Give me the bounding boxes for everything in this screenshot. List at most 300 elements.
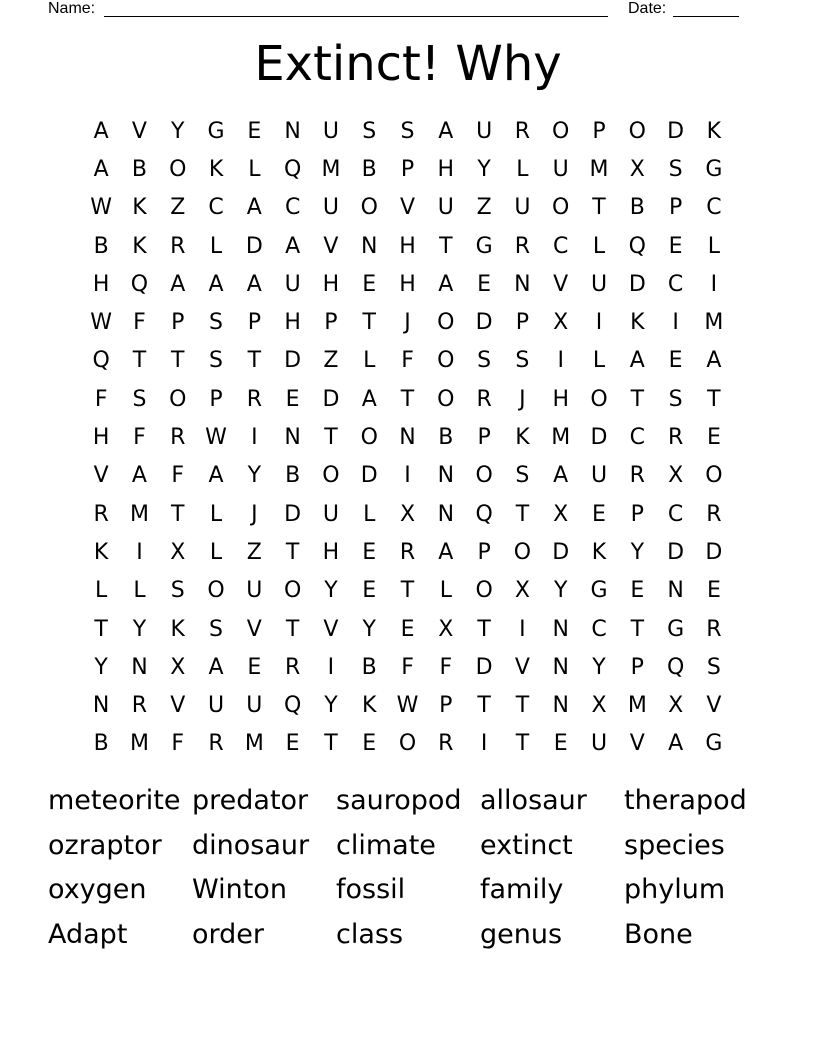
grid-letter[interactable]: D (284, 348, 302, 374)
grid-letter[interactable]: Y (324, 578, 338, 604)
grid-letter[interactable]: A (208, 463, 224, 489)
grid-letter[interactable]: A (553, 463, 569, 489)
grid-letter[interactable]: I (480, 731, 488, 757)
grid-letter[interactable]: V (323, 616, 339, 642)
grid-letter[interactable]: A (131, 463, 147, 489)
grid-letter[interactable]: D (475, 310, 493, 336)
grid-letter[interactable]: E (362, 539, 377, 565)
grid-letter[interactable]: U (590, 731, 608, 757)
grid-letter[interactable]: R (476, 386, 492, 412)
grid-letter[interactable]: U (476, 118, 493, 144)
grid-letter[interactable]: Y (362, 616, 376, 642)
grid-letter[interactable]: X (553, 501, 569, 527)
grid-letter[interactable]: D (475, 654, 493, 680)
grid-letter[interactable]: H (437, 156, 455, 182)
grid-letter[interactable]: C (591, 616, 607, 642)
grid-letter[interactable]: R (706, 616, 722, 642)
grid-letter[interactable]: R (629, 463, 645, 489)
grid-letter[interactable]: D (590, 425, 608, 451)
grid-letter[interactable]: R (514, 118, 531, 144)
grid-letter[interactable]: R (246, 386, 262, 412)
grid-letter[interactable]: E (630, 578, 645, 604)
grid-letter[interactable]: Q (666, 654, 685, 680)
word-bank-row (48, 823, 768, 868)
grid-letter[interactable]: N (92, 693, 110, 719)
grid-letter[interactable]: M (551, 425, 571, 451)
grid-letter[interactable]: S (209, 348, 224, 374)
grid-letter[interactable]: E (668, 348, 683, 374)
grid-letter[interactable]: T (477, 616, 491, 642)
grid-letter[interactable]: Z (246, 539, 262, 565)
grid-letter[interactable]: B (361, 654, 377, 680)
grid-letter[interactable]: C (629, 425, 645, 451)
grid-letter[interactable]: V (323, 233, 339, 259)
grid-letter[interactable]: Q (92, 348, 110, 374)
grid-letter[interactable]: L (592, 233, 606, 259)
grid-letter[interactable]: X (438, 616, 454, 642)
grid-letter[interactable]: U (437, 195, 454, 221)
grid-letter[interactable]: O (437, 386, 455, 412)
grid-letter[interactable]: O (360, 425, 378, 451)
grid-letter[interactable]: E (362, 731, 377, 757)
grid-letter[interactable]: A (93, 118, 109, 144)
grid-letter[interactable]: N (284, 425, 301, 451)
grid-letter[interactable]: A (285, 233, 301, 259)
grid-letter[interactable]: B (93, 731, 109, 757)
grid-letter[interactable]: Y (630, 539, 645, 565)
grid-letter[interactable]: L (209, 539, 223, 565)
grid-letter[interactable]: W (90, 195, 113, 221)
grid-letter[interactable]: P (324, 310, 338, 336)
grid-letter[interactable]: O (628, 118, 646, 144)
grid-letter[interactable]: I (519, 616, 526, 642)
grid-letter[interactable]: L (439, 578, 452, 604)
grid-letter[interactable]: N (131, 654, 148, 680)
grid-letter[interactable]: R (208, 731, 224, 757)
grid-letter[interactable]: O (398, 731, 417, 757)
grid-letter[interactable]: X (591, 693, 607, 719)
grid-letter[interactable]: X (629, 156, 645, 182)
grid-letter[interactable]: A (246, 195, 262, 221)
grid-letter[interactable]: D (705, 539, 723, 565)
grid-letter[interactable]: T (400, 578, 415, 604)
grid-letter[interactable]: S (515, 463, 530, 489)
grid-letter[interactable]: N (552, 693, 569, 719)
grid-letter[interactable]: R (170, 425, 186, 451)
grid-row (82, 112, 733, 150)
grid-letter[interactable]: S (170, 578, 185, 604)
grid-letter[interactable]: A (246, 271, 262, 297)
grid-letter[interactable]: A (361, 386, 377, 412)
grid-letter[interactable]: L (363, 501, 376, 527)
grid-letter[interactable]: A (438, 271, 454, 297)
grid-letter[interactable]: V (170, 693, 186, 719)
grid-letter[interactable]: K (706, 118, 722, 144)
grid-letter[interactable]: O (590, 386, 608, 412)
grid-letter[interactable]: K (93, 539, 109, 565)
grid-letter[interactable]: Y (94, 654, 108, 680)
grid-letter[interactable]: S (400, 118, 415, 144)
grid-letter[interactable]: V (629, 731, 645, 757)
grid-letter[interactable]: A (170, 271, 186, 297)
grid-letter[interactable]: A (438, 118, 454, 144)
grid-letter[interactable]: P (439, 693, 453, 719)
grid-letter[interactable]: X (170, 654, 186, 680)
grid-letter[interactable]: U (590, 463, 608, 489)
grid-letter[interactable]: W (90, 310, 113, 336)
grid-letter[interactable]: U (322, 195, 339, 221)
grid-letter[interactable]: R (706, 501, 722, 527)
grid-letter[interactable]: L (209, 233, 223, 259)
grid-letter[interactable]: Q (130, 271, 149, 297)
grid-letter[interactable]: H (284, 310, 301, 336)
grid-letter[interactable]: Q (283, 693, 302, 719)
grid-letter[interactable]: N (437, 463, 455, 489)
grid-letter[interactable]: K (630, 310, 645, 336)
grid-letter[interactable]: H (92, 271, 110, 297)
grid-letter[interactable]: D (284, 501, 302, 527)
grid-letter[interactable]: H (322, 539, 340, 565)
grid-letter[interactable]: P (515, 310, 530, 336)
grid-letter[interactable]: L (133, 578, 146, 604)
grid-letter[interactable]: H (399, 271, 416, 297)
grid-letter[interactable]: J (519, 386, 526, 412)
grid-letter[interactable]: B (438, 425, 454, 451)
grid-letter[interactable]: N (514, 271, 531, 297)
grid-letter[interactable]: P (247, 310, 261, 336)
grid-letter[interactable]: U (590, 271, 608, 297)
grid-row (82, 150, 733, 188)
grid-letter[interactable]: Y (477, 156, 491, 182)
grid-letter[interactable]: C (667, 501, 684, 527)
grid-letter[interactable]: K (132, 233, 147, 259)
grid-letter[interactable]: I (327, 654, 335, 680)
grid-letter[interactable]: P (668, 195, 683, 221)
grid-letter[interactable]: H (92, 425, 110, 451)
grid-letter[interactable]: L (592, 348, 606, 374)
grid-letter[interactable]: U (246, 693, 263, 719)
grid-letter[interactable]: S (209, 616, 224, 642)
grid-letter[interactable]: V (553, 271, 569, 297)
word-bank-item: phylum (624, 874, 726, 906)
grid-letter[interactable]: U (284, 271, 301, 297)
grid-letter[interactable]: P (592, 118, 606, 144)
grid-letter[interactable]: T (285, 616, 300, 642)
grid-letter[interactable]: A (93, 156, 109, 182)
grid-letter[interactable]: M (627, 693, 647, 719)
grid-letter[interactable]: K (208, 156, 224, 182)
grid-row (82, 342, 733, 380)
grid-letter[interactable]: D (360, 463, 378, 489)
grid-letter[interactable]: L (95, 578, 108, 604)
grid-letter[interactable]: E (553, 731, 568, 757)
grid-letter[interactable]: U (514, 195, 531, 221)
grid-letter[interactable]: F (171, 463, 185, 489)
grid-letter[interactable]: K (515, 425, 530, 451)
grid-letter[interactable]: C (667, 271, 684, 297)
grid-letter[interactable]: I (136, 539, 143, 565)
grid-letter[interactable]: I (557, 348, 564, 374)
grid-letter[interactable]: E (247, 118, 262, 144)
grid-letter[interactable]: G (475, 233, 493, 259)
grid-letter[interactable]: I (595, 310, 603, 336)
grid-letter[interactable]: S (668, 386, 683, 412)
word-bank-item: dinosaur (192, 829, 310, 861)
grid-letter[interactable]: V (399, 195, 416, 221)
grid-letter[interactable]: D (245, 233, 263, 259)
date-field-line[interactable] (673, 16, 739, 17)
grid-letter[interactable]: T (515, 693, 530, 719)
grid-letter[interactable]: A (668, 731, 684, 757)
grid-letter[interactable]: O (437, 310, 455, 336)
grid-letter[interactable]: T (362, 310, 376, 336)
grid-letter[interactable]: Z (170, 195, 186, 221)
grid-letter[interactable]: F (133, 310, 146, 336)
grid-letter[interactable]: A (706, 348, 722, 374)
grid-letter[interactable]: E (477, 271, 492, 297)
grid-letter[interactable]: L (209, 501, 223, 527)
grid-letter[interactable]: C (706, 195, 722, 221)
grid-letter[interactable]: S (477, 348, 492, 374)
grid-letter[interactable]: R (93, 501, 109, 527)
grid-letter[interactable]: B (361, 156, 377, 182)
grid-letter[interactable]: M (321, 156, 341, 182)
grid-letter[interactable]: O (552, 195, 570, 221)
grid-letter[interactable]: O (169, 386, 187, 412)
grid-letter[interactable]: T (94, 616, 108, 642)
grid-letter[interactable]: T (132, 348, 147, 374)
grid-letter[interactable]: D (628, 271, 646, 297)
grid-letter[interactable]: O (169, 156, 187, 182)
grid-letter[interactable]: P (400, 156, 415, 182)
grid-letter[interactable]: E (285, 731, 300, 757)
grid-letter[interactable]: O (705, 463, 723, 489)
grid-letter[interactable]: D (667, 118, 685, 144)
grid-letter[interactable]: O (322, 463, 340, 489)
grid-letter[interactable]: O (207, 578, 225, 604)
grid-letter[interactable]: R (399, 539, 416, 565)
grid-letter[interactable]: K (362, 693, 377, 719)
grid-letter[interactable]: M (129, 501, 149, 527)
grid-letter[interactable]: X (553, 310, 569, 336)
grid-letter[interactable]: M (704, 310, 724, 336)
grid-row (82, 686, 733, 724)
grid-letter[interactable]: P (171, 310, 185, 336)
grid-letter[interactable]: B (93, 233, 109, 259)
grid-letter[interactable]: A (438, 539, 454, 565)
grid-letter[interactable]: R (514, 233, 531, 259)
grid-letter[interactable]: X (399, 501, 416, 527)
grid-letter[interactable]: E (285, 386, 300, 412)
grid-letter[interactable]: N (399, 425, 416, 451)
grid-letter[interactable]: F (401, 348, 414, 374)
grid-letter[interactable]: W (396, 693, 419, 719)
grid-letter[interactable]: G (705, 156, 723, 182)
grid-letter[interactable]: O (475, 463, 493, 489)
grid-letter[interactable]: E (362, 578, 377, 604)
grid-letter[interactable]: Y (324, 693, 338, 719)
grid-letter[interactable]: T (515, 731, 530, 757)
grid-letter[interactable]: E (668, 233, 683, 259)
grid-letter[interactable]: U (207, 693, 225, 719)
grid-letter[interactable]: C (553, 233, 569, 259)
grid-letter[interactable]: Q (475, 501, 493, 527)
grid-letter[interactable]: S (362, 118, 377, 144)
grid-letter[interactable]: E (706, 578, 721, 604)
grid-letter[interactable]: F (94, 386, 108, 412)
grid-letter[interactable]: Q (628, 233, 646, 259)
grid-letter[interactable]: L (707, 233, 721, 259)
grid-letter[interactable]: P (477, 539, 491, 565)
grid-letter[interactable]: G (590, 578, 608, 604)
grid-letter[interactable]: S (132, 386, 147, 412)
grid-letter[interactable]: G (705, 731, 723, 757)
grid-letter[interactable]: I (710, 271, 718, 297)
grid-letter[interactable]: S (706, 654, 721, 680)
word-bank-item: meteorite (48, 784, 181, 816)
grid-letter[interactable]: X (514, 578, 530, 604)
grid-letter[interactable]: W (205, 425, 227, 451)
grid-letter[interactable]: T (592, 195, 606, 221)
grid-letter[interactable]: E (706, 425, 721, 451)
grid-letter[interactable]: C (284, 195, 301, 221)
grid-letter[interactable]: F (171, 731, 185, 757)
grid-letter[interactable]: K (170, 616, 185, 642)
grid-letter[interactable]: M (244, 731, 264, 757)
grid-letter[interactable]: F (133, 425, 146, 451)
grid-letter[interactable]: O (437, 348, 455, 374)
grid-letter[interactable]: L (363, 348, 376, 374)
grid-letter[interactable]: A (208, 654, 224, 680)
grid-letter[interactable]: J (404, 310, 411, 336)
grid-letter[interactable]: E (247, 654, 262, 680)
grid-letter[interactable]: N (552, 616, 569, 642)
grid-letter[interactable]: L (516, 156, 529, 182)
grid-letter[interactable]: T (171, 348, 185, 374)
grid-letter[interactable]: U (322, 501, 339, 527)
grid-letter[interactable]: P (477, 425, 491, 451)
grid-letter[interactable]: R (284, 654, 301, 680)
grid-letter[interactable]: T (285, 539, 300, 565)
grid-letter[interactable]: F (439, 654, 453, 680)
grid-letter[interactable]: Y (592, 654, 606, 680)
grid-letter[interactable]: X (668, 693, 684, 719)
grid-letter[interactable]: T (324, 731, 338, 757)
grid-letter[interactable]: O (513, 539, 532, 565)
grid-letter[interactable]: Y (247, 463, 262, 489)
grid-letter[interactable]: R (170, 233, 186, 259)
grid-letter[interactable]: T (171, 501, 185, 527)
grid-letter[interactable]: F (401, 654, 414, 680)
grid-letter[interactable]: T (247, 348, 262, 374)
grid-letter[interactable]: B (131, 156, 147, 182)
grid-letter[interactable]: Z (323, 348, 339, 374)
grid-letter[interactable]: T (515, 501, 530, 527)
grid-letter[interactable]: N (437, 501, 455, 527)
grid-letter[interactable]: T (630, 616, 645, 642)
grid-letter[interactable]: O (283, 578, 302, 604)
grid-letter[interactable]: Y (553, 578, 568, 604)
grid-letter[interactable]: M (589, 156, 609, 182)
grid-letter[interactable]: V (706, 693, 722, 719)
grid-letter[interactable]: N (284, 118, 301, 144)
grid-letter[interactable]: T (477, 693, 491, 719)
grid-letter[interactable]: X (170, 539, 186, 565)
grid-letter[interactable]: T (324, 425, 338, 451)
grid-letter[interactable]: S (209, 310, 224, 336)
grid-letter[interactable]: R (131, 693, 148, 719)
grid-letter[interactable]: X (668, 463, 684, 489)
grid-letter[interactable]: G (667, 616, 685, 642)
grid-letter[interactable]: T (400, 386, 415, 412)
grid-letter[interactable]: V (131, 118, 147, 144)
grid-letter[interactable]: S (668, 156, 683, 182)
grid-letter[interactable]: Y (171, 118, 185, 144)
grid-letter[interactable]: O (552, 118, 570, 144)
grid-letter[interactable]: V (514, 654, 530, 680)
grid-letter[interactable]: O (360, 195, 378, 221)
grid-letter[interactable]: E (362, 271, 377, 297)
grid-letter[interactable]: Z (476, 195, 492, 221)
grid-letter[interactable]: D (322, 386, 340, 412)
grid-letter[interactable]: L (248, 156, 261, 182)
grid-letter[interactable]: K (132, 195, 147, 221)
grid-letter[interactable]: K (591, 539, 607, 565)
grid-letter[interactable]: G (207, 118, 225, 144)
grid-letter[interactable]: D (552, 539, 570, 565)
grid-letter[interactable]: N (667, 578, 684, 604)
grid-letter[interactable]: J (251, 501, 258, 527)
grid-letter[interactable]: D (667, 539, 685, 565)
grid-letter[interactable]: N (360, 233, 378, 259)
grid-letter[interactable]: P (630, 654, 644, 680)
grid-letter[interactable]: N (552, 654, 569, 680)
grid-letter[interactable]: O (475, 578, 493, 604)
grid-letter[interactable]: T (630, 386, 645, 412)
grid-letter[interactable]: U (246, 578, 263, 604)
name-field-line[interactable] (104, 16, 608, 17)
grid-letter[interactable]: Y (132, 616, 147, 642)
grid-letter[interactable]: T (439, 233, 453, 259)
grid-letter[interactable]: B (629, 195, 645, 221)
grid-letter[interactable]: I (404, 463, 411, 489)
grid-letter[interactable]: T (707, 386, 721, 412)
grid-letter[interactable]: U (322, 118, 339, 144)
grid-letter[interactable]: M (129, 731, 149, 757)
grid-letter[interactable]: E (400, 616, 415, 642)
grid-letter[interactable]: H (399, 233, 416, 259)
grid-letter[interactable]: P (209, 386, 223, 412)
grid-letter[interactable]: H (322, 271, 340, 297)
grid-letter[interactable]: V (246, 616, 262, 642)
grid-letter[interactable]: B (285, 463, 301, 489)
grid-letter[interactable]: S (515, 348, 530, 374)
grid-letter[interactable]: Q (283, 156, 302, 182)
grid-letter[interactable]: I (251, 425, 258, 451)
grid-letter[interactable]: R (667, 425, 684, 451)
grid-letter[interactable]: P (630, 501, 644, 527)
grid-letter[interactable]: C (208, 195, 224, 221)
grid-letter[interactable]: A (629, 348, 645, 374)
grid-letter[interactable]: V (93, 463, 109, 489)
grid-letter[interactable]: E (592, 501, 606, 527)
grid-letter[interactable]: A (208, 271, 224, 297)
grid-letter[interactable]: R (438, 731, 454, 757)
grid-letter[interactable]: I (672, 310, 679, 336)
grid-letter[interactable]: H (552, 386, 569, 412)
word-bank-item: species (624, 829, 725, 861)
grid-letter[interactable]: U (552, 156, 569, 182)
